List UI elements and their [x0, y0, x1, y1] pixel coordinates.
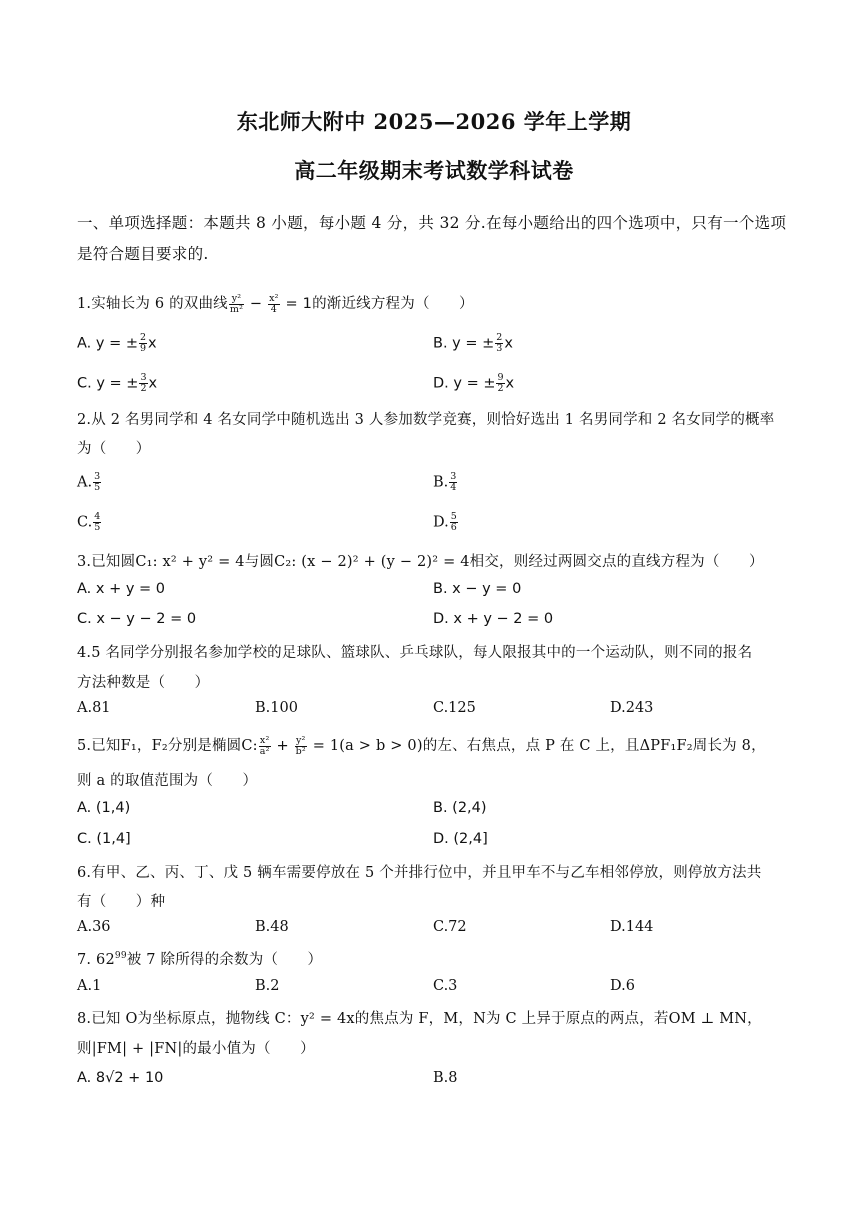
q1-a-frac — [139, 333, 147, 354]
q7-text-post: 被 7 除所得的余数为（ ） — [126, 952, 323, 968]
q1-f1-den: m² — [229, 303, 244, 315]
question-8-line1: 8.已知 O为坐标原点，抛物线 C：y² = 4x的焦点为 F，M，N为 C 上异于原点的两点，若OM ⊥ MN， — [77, 1011, 762, 1027]
q3-option-b[interactable]: B. x − y = 0 — [433, 581, 522, 597]
q1-c-label: C. y = ± — [77, 375, 139, 392]
q5-f2-num: y² — [295, 734, 306, 746]
question-6-line2: 有（ ）种 — [77, 894, 166, 910]
question-2-line1: 2.从 2 名男同学和 4 名女同学中随机选出 3 人参加数学竞赛，则恰好选出 1 名男同学和 2 名女同学的概率 — [77, 412, 775, 428]
q5-fraction-1 — [259, 736, 271, 757]
q1-b-var: x — [504, 335, 513, 352]
q1-a-var: x — [148, 335, 157, 352]
q1-c-var: x — [148, 375, 158, 392]
q6-option-c[interactable]: C.72 — [433, 919, 467, 935]
question-7-stem — [77, 948, 322, 969]
exam-title-line2: 高二年级期末考试数学科试卷 — [294, 158, 574, 183]
q2-option-c[interactable] — [77, 512, 102, 533]
q2-option-b[interactable] — [433, 472, 458, 493]
q3-option-d[interactable]: D. x + y − 2 = 0 — [433, 611, 554, 627]
q8-option-a[interactable]: A. 8√2 + 10 — [77, 1070, 164, 1086]
q1-d-frac — [496, 373, 504, 394]
q2-option-d[interactable] — [433, 512, 459, 533]
q7-option-b[interactable]: B.2 — [255, 978, 280, 994]
question-8-line2: 则|FM| + |FN|的最小值为（ ） — [77, 1041, 315, 1057]
q2-a-frac — [93, 472, 101, 493]
q7-text-pre: 7. 62 — [77, 952, 115, 968]
q5-text-post: = 1(a > b > 0)的左、右焦点，点 P 在 C 上，且ΔPF₁F₂周长为 8， — [307, 738, 766, 754]
q2-b-den: 4 — [450, 482, 457, 493]
q4-option-a[interactable]: A.81 — [77, 700, 111, 716]
section-heading: 一、单项选择题：本题共 8 小题，每小题 4 分，共 32 分.在每小题给出的四个选项中，只有一个选项是符合题目要求的. — [77, 214, 787, 263]
q6-option-d[interactable]: D.144 — [610, 919, 654, 935]
q1-d-den: 2 — [497, 383, 504, 394]
q6-option-a[interactable]: A.36 — [77, 919, 111, 935]
q7-exponent: 99 — [114, 951, 127, 962]
q2-a-label: A. — [77, 474, 93, 491]
q1-option-a[interactable] — [77, 333, 157, 354]
q2-c-num: 4 — [94, 511, 101, 522]
q5-option-c[interactable]: C. (1,4] — [77, 831, 131, 847]
q1-c-den: 2 — [140, 383, 147, 394]
question-4-line2: 方法种数是（ ） — [77, 675, 210, 691]
q2-c-frac — [93, 512, 101, 533]
q1-minus: − — [245, 296, 268, 312]
question-5-line1 — [77, 734, 766, 757]
q1-c-num: 3 — [140, 372, 147, 383]
q2-a-den: 5 — [94, 482, 101, 493]
q7-option-d[interactable]: D.6 — [610, 978, 635, 994]
q1-f2-den: 4 — [270, 303, 277, 315]
q2-d-frac — [450, 512, 458, 533]
q1-a-label: A. y = ± — [77, 335, 138, 352]
q5-text-pre: 5.已知F₁，F₂分别是椭圆C: — [77, 738, 258, 754]
q1-a-num: 2 — [139, 332, 147, 343]
q1-f2-num: x² — [269, 292, 279, 304]
q4-option-c[interactable]: C.125 — [433, 700, 476, 716]
q5-f1-num: x² — [259, 734, 270, 746]
q1-text-post: 的渐近线方程为（ ） — [312, 296, 474, 312]
q1-c-frac — [139, 373, 147, 394]
question-5-line2: 则 a 的取值范围为（ ） — [77, 773, 258, 789]
q2-a-num: 3 — [94, 471, 101, 482]
q5-option-b[interactable]: B. (2,4) — [433, 800, 487, 816]
q5-fraction-2 — [295, 736, 307, 757]
q4-option-d[interactable]: D.243 — [610, 700, 654, 716]
q1-option-d[interactable] — [433, 373, 514, 394]
q1-a-den: 9 — [139, 343, 147, 354]
exam-title-line1: 东北师大附中 2025—2026 学年上学期 — [236, 109, 632, 134]
question-4-line1: 4.5 名同学分别报名参加学校的足球队、篮球队、乒乓球队，每人限报其中的一个运动队，则不同的报名 — [77, 645, 753, 661]
q1-f1-num: y² — [229, 294, 244, 305]
q8-option-b[interactable]: B.8 — [433, 1070, 458, 1086]
q1-equals: = 1 — [280, 296, 313, 312]
question-2-line2: 为（ ） — [77, 441, 151, 457]
question-1-stem — [77, 292, 474, 315]
q1-b-label: B. y = ± — [433, 335, 495, 352]
q6-option-b[interactable]: B.48 — [255, 919, 289, 935]
q2-c-label: C. — [77, 514, 93, 531]
q4-option-b[interactable]: B.100 — [255, 700, 298, 716]
q1-b-den: 3 — [496, 343, 503, 354]
q5-f2-den: b² — [295, 745, 306, 757]
q1-b-frac — [495, 333, 503, 354]
q3-option-c[interactable]: C. x − y − 2 = 0 — [77, 611, 197, 627]
q5-option-d[interactable]: D. (2,4] — [433, 831, 488, 847]
q1-option-b[interactable] — [433, 333, 513, 354]
q2-d-den: 6 — [450, 522, 457, 533]
q2-d-num: 5 — [450, 511, 457, 522]
q3-option-a[interactable]: A. x + y = 0 — [77, 581, 166, 597]
q7-option-a[interactable]: A.1 — [77, 978, 102, 994]
question-6-line1: 6.有甲、乙、丙、丁、戊 5 辆车需要停放在 5 个并排行位中，并且甲车不与乙车相邻停放，则停放方法共 — [77, 865, 762, 881]
q2-d-label: D. — [433, 514, 449, 531]
q5-f1-den: a² — [259, 745, 270, 757]
q2-b-num: 3 — [450, 471, 457, 482]
q1-option-c[interactable] — [77, 373, 157, 394]
q5-plus: + — [271, 738, 294, 754]
q1-fraction-2 — [268, 294, 280, 315]
q2-option-a[interactable] — [77, 472, 102, 493]
question-3-stem: 3.已知圆C₁: x² + y² = 4与圆C₂: (x − 2)² + (y − 2)² = 4相交，则经过两圆交点的直线方程为（ ） — [77, 554, 764, 570]
q5-option-a[interactable]: A. (1,4) — [77, 800, 131, 816]
q1-d-label: D. y = ± — [433, 375, 496, 392]
q1-d-var: x — [505, 375, 515, 392]
q1-d-num: 9 — [497, 372, 504, 383]
q7-option-c[interactable]: C.3 — [433, 978, 458, 994]
q1-b-num: 2 — [496, 332, 503, 343]
q1-fraction-1 — [229, 294, 244, 315]
q1-text-pre: 1.实轴长为 6 的双曲线 — [77, 296, 228, 312]
q2-b-label: B. — [433, 474, 449, 491]
q2-b-frac — [449, 472, 457, 493]
q2-c-den: 5 — [94, 522, 101, 533]
